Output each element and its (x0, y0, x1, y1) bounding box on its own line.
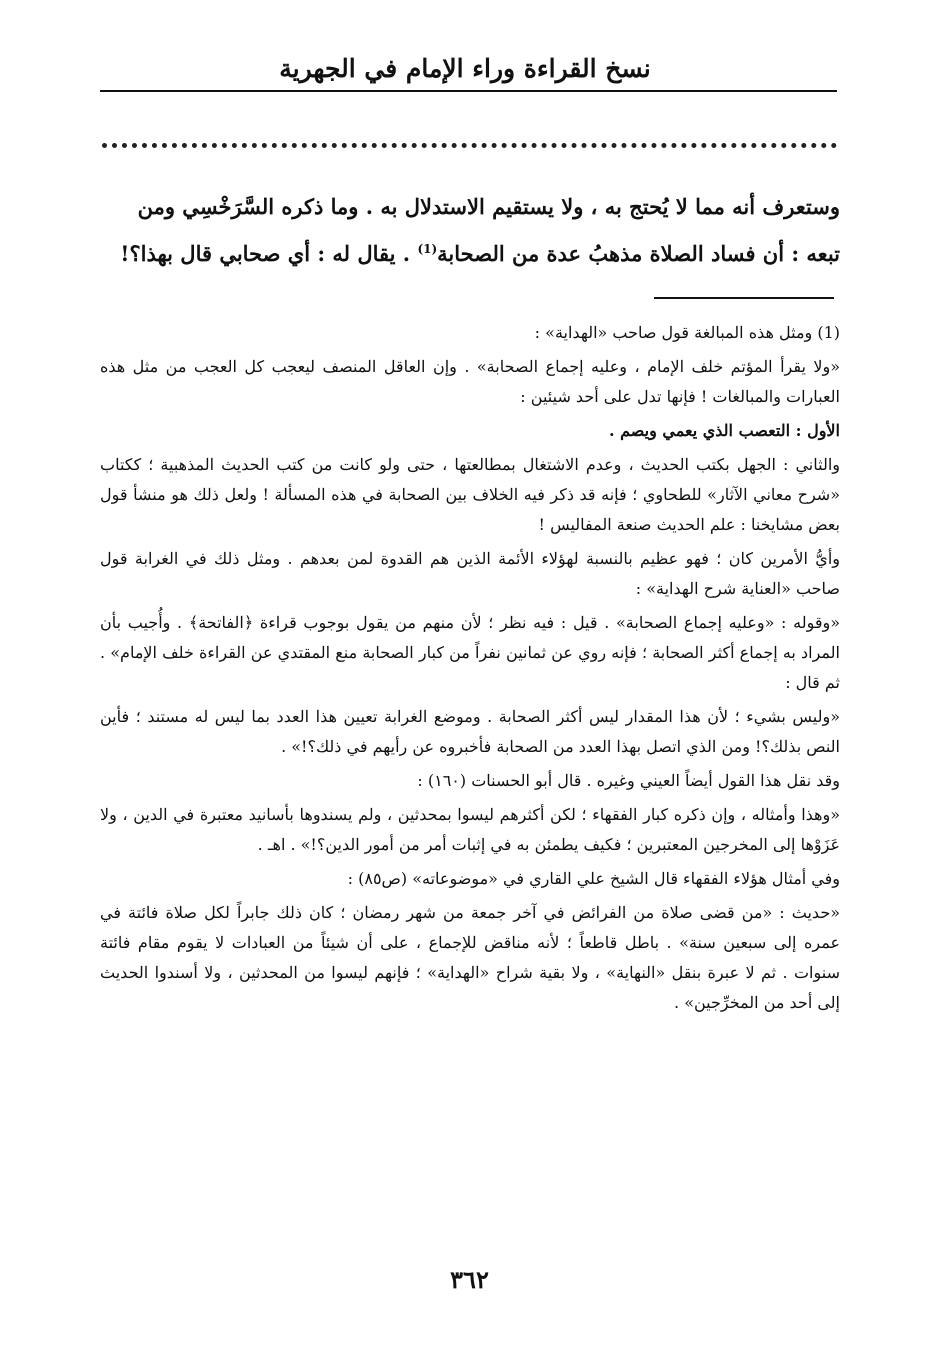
footnote-paragraph: الأول : التعصب الذي يعمي ويصم . (609, 421, 840, 440)
main-text-after-ref: . يقال له : أي صحابي قال بهذا؟! (120, 241, 418, 266)
page-number: ٣٦٢ (450, 1265, 489, 1294)
header-rule (100, 90, 837, 92)
footnote-separator-rule (654, 297, 834, 299)
footnote-paragraph: «حديث : «من قضى صلاة من الفرائض في آخر جمعة من شهر رمضان ؛ كان ذلك جابراً لكل صلاة فائتة في عمره إلى سبعين سنة» . باطل قاطعاً ؛ لأنه مناقض للإجماع ، على أن شيئاً من العبادات لا يقوم مقام فائتة سنوات . ثم لا عبرة بنقل «النهاية» ، ولا بقية شراح «الهداية» ؛ فإنهم ليسوا من المحدثين ، ولا أسندوا الحديث إلى أحد من المخرِّجين» . (100, 903, 841, 1012)
footnote-paragraph: «وهذا وأمثاله ، وإن ذكره كبار الفقهاء ؛ لكن أكثرهم ليسوا بمحدثين ، ولم يسندوها بأسانيد معتبرة في الدين ، ولا عَزَوْها إلى المخرجين المعتبرين ؛ فكيف يطمئن به في إثبات أمر من أمور الدين؟!» . اهـ . (100, 805, 841, 854)
running-header-title: نسخ القراءة وراء الإمام في الجهرية (279, 54, 651, 83)
footnote-paragraph: وأيُّ الأمرين كان ؛ فهو عظيم بالنسبة لهؤلاء الأئمة الذين هم القدوة لمن بعدهم . ومثل ذلك في الغرابة قول صاحب «العناية شرح الهداية» : (100, 549, 840, 598)
footnote-paragraph: «وقوله : «وعليه إجماع الصحابة» . قيل : فيه نظر ؛ لأن منهم من يقول بوجوب قراءة ﴿الفاتحة﴾ . وأُجيب بأن المراد به إجماع أكثر الصحابة ؛ فإنه روي عن ثمانين نفراً من كبار الصحابة منع المقتدي عن القراءة خلف الإمام» . ثم قال : (100, 613, 841, 692)
footnote-paragraph: وفي أمثال هؤلاء الفقهاء قال الشيخ علي القاري في «موضوعاته» (ص٨٥) : (347, 869, 840, 888)
footnote-paragraph: وقد نقل هذا القول أيضاً العيني وغيره . قال أبو الحسنات (١٦٠) : (417, 771, 840, 790)
dotted-divider (102, 143, 837, 148)
footnotes-section (100, 318, 840, 1022)
main-text-before-ref: تبعه : أن فساد الصلاة مذهبُ عدة من الصحابة (437, 241, 840, 266)
footnote-reference: (1) (417, 242, 438, 256)
footnote-paragraph: والثاني : الجهل بكتب الحديث ، وعدم الاشتغال بمطالعتها ، حتى ولو كانت من كتب الحديث المذهبية ؛ ككتاب «شرح معاني الآثار» للطحاوي ؛ فإنه قد ذكر فيه الخلاف بين الصحابة في هذه المسألة ! ولعل ذلك هو منشأ قول بعض مشايخنا : علم الحديث صنعة المفاليس ! (100, 455, 841, 534)
main-paragraph-line-1: وستعرف أنه مما لا يُحتج به ، ولا يستقيم الاستدلال به . وما ذكره السَّرَخْسِي ومن (137, 194, 840, 219)
main-body-text (100, 186, 840, 275)
main-paragraph-line-2 (100, 228, 840, 275)
footnote-paragraph: «وليس بشيء ؛ لأن هذا المقدار ليس أكثر الصحابة . وموضع الغرابة تعيين هذا العدد بما ليس له مستند ؛ فأين النص بذلك؟! ومن الذي اتصل بهذا العدد من الصحابة فأخبروه عن رأيهم في ذلك؟!» . (100, 707, 840, 756)
footnote-paragraph: (1) ومثل هذه المبالغة قول صاحب «الهداية» : (534, 323, 840, 342)
footnote-paragraph: «ولا يقرأ المؤتم خلف الإمام ، وعليه إجماع الصحابة» . وإن العاقل المنصف ليعجب كل العجب من مثل هذه العبارات والمبالغات ! فإنها تدل على أحد شيئين : (100, 357, 841, 406)
